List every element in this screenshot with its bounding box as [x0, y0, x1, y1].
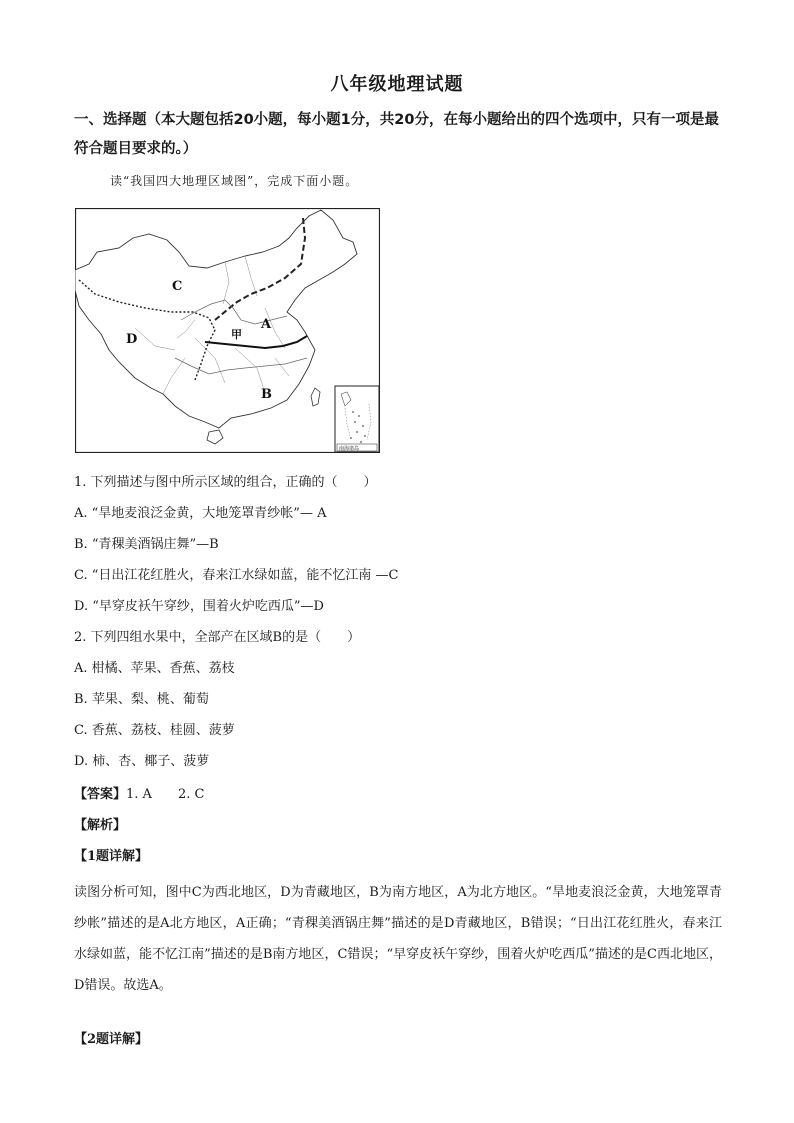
answer-text: 1. A 2. C — [126, 787, 205, 802]
region-label-c: C — [172, 279, 183, 294]
page-title: 八年级地理试题 — [330, 74, 464, 95]
answer-tag: 【答案】 — [74, 787, 127, 802]
q1-stem: 1. 下列描述与图中所示区域的组合，正确的（ ） — [74, 475, 377, 490]
section-heading: 一、选择题（本大题包括20小题，每小题1分，共20分，在每小题给出的四个选项中，只有一项是最符合题目要求的。） — [74, 112, 719, 157]
inset-label: 南海诸岛 — [339, 446, 360, 452]
region-label-a: A — [261, 317, 272, 332]
china-regions-map — [75, 208, 380, 453]
detail1-tag: 【1题详解】 — [74, 849, 149, 864]
region-label-jia: 甲 — [231, 328, 242, 341]
question-intro: 读“我国四大地理区域图”，完成下面小题。 — [110, 174, 359, 188]
q1-option-c: C. “日出江花红胜火，春来江水绿如蓝，能不忆江南 —C — [74, 568, 399, 583]
south-china-sea-inset — [335, 386, 379, 452]
detail2-tag: 【2题详解】 — [74, 1032, 149, 1047]
detail1-text: 读图分析可知，图中C为西北地区，D为青藏地区，B为南方地区，A为北方地区。“旱地麦浪泛金黄，大地笼罩青纱帐”描述的是A北方地区，A正确；“青稞美酒锅庄舞”描述的是D青藏地区，B错误；“日出江花红胜火，春来江水绿如蓝，能不忆江南”描述的是B南方地区，C错误；“早穿皮袄午穿纱，围着火炉吃西瓜”描述的是C西北地区，D错误。故选A。 — [74, 885, 722, 993]
q2-option-c: C. 香蕉、荔枝、桂圆、菠萝 — [74, 723, 235, 738]
answer-line — [74, 786, 204, 804]
region-label-d: D — [126, 332, 138, 347]
q2-option-b: B. 苹果、梨、桃、葡萄 — [74, 692, 209, 707]
q1-option-a: A. “旱地麦浪泛金黄，大地笼罩青纱帐”— A — [74, 506, 327, 521]
q1-option-b: B. “青稞美酒锅庄舞”—B — [74, 537, 219, 552]
q2-stem: 2. 下列四组水果中，全部产在区域B的是（ ） — [74, 630, 361, 645]
q2-option-d: D. 柿、杏、椰子、菠萝 — [74, 754, 210, 769]
region-label-b: B — [261, 387, 272, 402]
q2-option-a: A. 柑橘、苹果、香蕉、荔枝 — [74, 661, 235, 676]
q1-option-d: D. “早穿皮袄午穿纱，围着火炉吃西瓜”—D — [74, 599, 324, 614]
analysis-tag: 【解析】 — [74, 818, 127, 833]
